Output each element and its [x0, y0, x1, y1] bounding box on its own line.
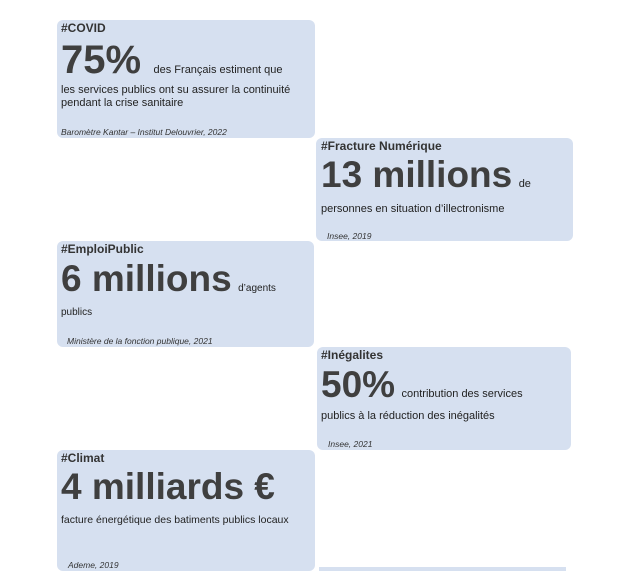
stat-card-climat — [57, 450, 315, 571]
stat-source: Ministère de la fonction publique, 2021 — [67, 336, 213, 346]
stat-value: 13 millions — [321, 154, 513, 195]
card-hashtag: #Fracture Numérique — [321, 139, 442, 153]
stat-value: 6 millions — [61, 258, 232, 299]
stat-card-emploi-public — [57, 241, 314, 347]
card-hashtag: #COVID — [61, 21, 106, 35]
stat-source: Insee, 2019 — [327, 231, 372, 241]
stat-card-inegalites — [317, 347, 571, 450]
stat-description: personnes en situation d’illectronisme — [321, 203, 505, 215]
stat-source: Ademe, 2019 — [68, 560, 119, 570]
stat-text-inline: contribution des services — [401, 388, 523, 400]
stat-source: Insee, 2021 — [328, 439, 373, 449]
card-hashtag: #Climat — [61, 451, 105, 465]
stat-value: 4 milliards € — [61, 466, 275, 507]
stat-description: facture énergétique des batiments publics locaux — [61, 514, 289, 526]
stat-card-fracture-numerique — [316, 138, 573, 241]
stat-value: 50% — [321, 364, 396, 405]
stat-source: Baromètre Kantar – Institut Delouvrier, 2022 — [61, 127, 227, 137]
stat-text-inline: d’agents — [238, 283, 276, 294]
stat-description: publics à la réduction des inégalités — [321, 410, 495, 422]
card-hashtag: #EmploiPublic — [61, 242, 144, 256]
stat-description: les services publics ont su assurer la continuité pendant la crise sanitaire — [61, 84, 291, 109]
card-hashtag: #Inégalites — [321, 348, 384, 362]
stat-text-inline: de — [518, 178, 531, 190]
stat-card-covid — [57, 20, 315, 138]
stat-value: 75% — [61, 38, 142, 82]
next-card-edge — [319, 567, 566, 571]
stat-description: publics — [61, 307, 93, 318]
stat-text-inline: des Français estiment que — [153, 64, 283, 76]
